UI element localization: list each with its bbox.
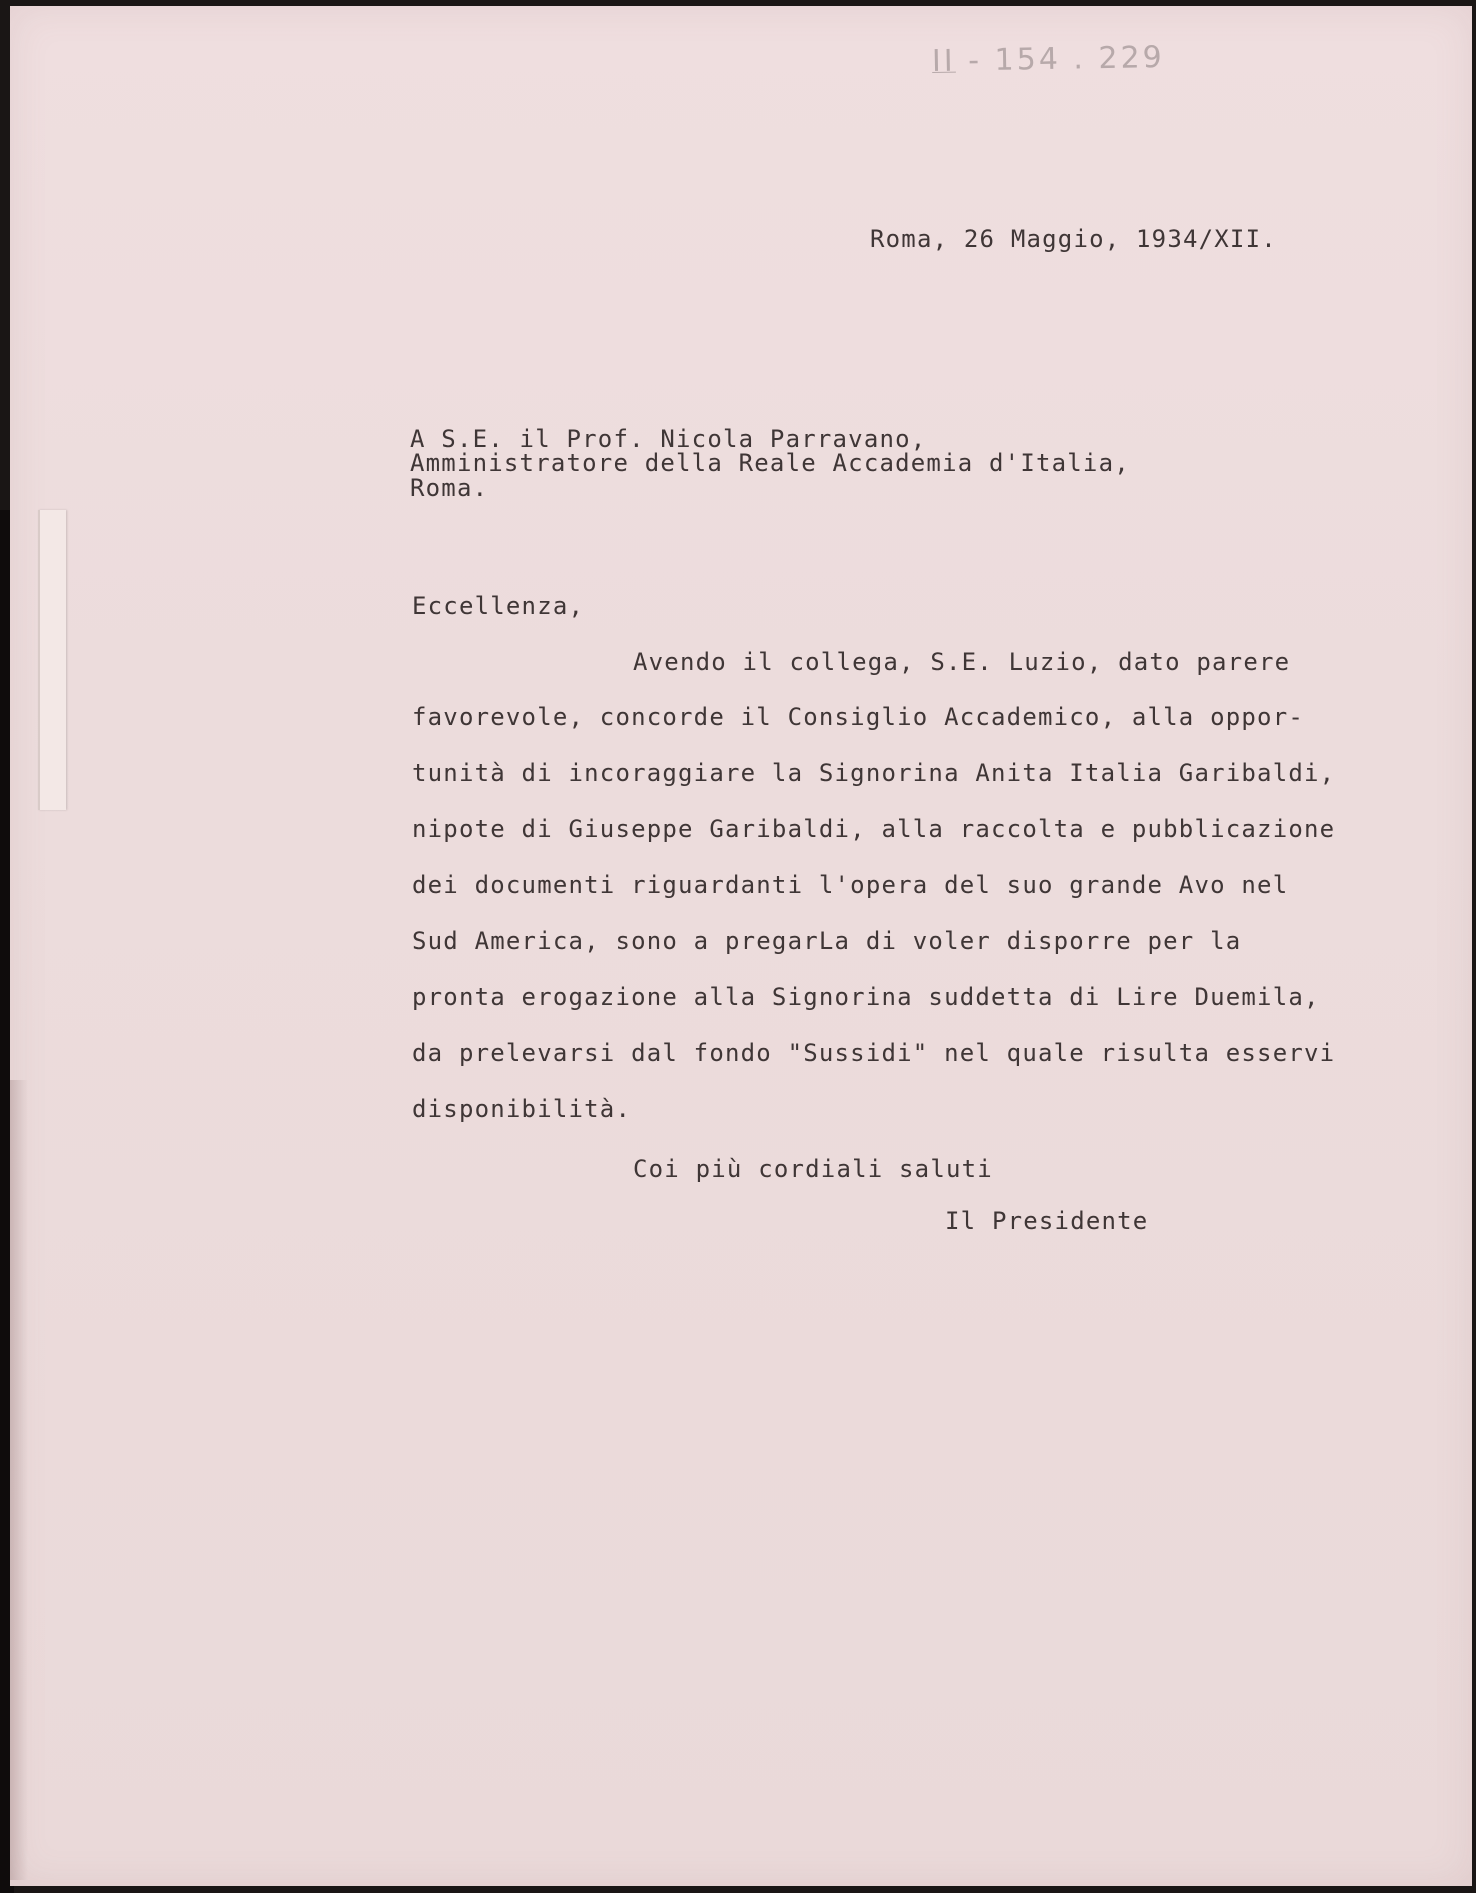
salutation: Eccellenza, bbox=[412, 592, 585, 620]
folded-paper-tab bbox=[38, 510, 66, 810]
date-line: Roma, 26 Maggio, 1934/XII. bbox=[870, 225, 1277, 253]
body-line: tunità di incoraggiare la Signorina Anita Italia Garibaldi, bbox=[412, 759, 1336, 787]
archive-number bbox=[932, 40, 1165, 79]
archive-number-roman: II bbox=[931, 43, 957, 80]
body-line: disponibilità. bbox=[412, 1095, 632, 1123]
body-line: Avendo il collega, S.E. Luzio, dato parere bbox=[633, 648, 1291, 676]
body-line: pronta erogazione alla Signorina suddetta di Lire Duemila, bbox=[412, 983, 1320, 1011]
body-line: dei documenti riguardanti l'opera del suo grande Avo nel bbox=[412, 871, 1289, 899]
body-line: da prelevarsi dal fondo "Sussidi" nel quale risulta esservi bbox=[412, 1039, 1336, 1067]
address-line-1: A S.E. il Prof. Nicola Parravano, bbox=[410, 425, 927, 453]
address-line-3: Roma. bbox=[410, 474, 489, 502]
body-line: Sud America, sono a pregarLa di voler disporre per la bbox=[412, 927, 1242, 955]
address-line-2: Amministratore della Reale Accademia d'Italia, bbox=[410, 449, 1130, 477]
closing: Coi più cordiali saluti bbox=[633, 1155, 993, 1183]
paper-edge-shadow bbox=[10, 1080, 28, 1880]
body-line: nipote di Giuseppe Garibaldi, alla raccolta e pubblicazione bbox=[412, 815, 1336, 843]
archive-number-digits: - 154 . 229 bbox=[955, 39, 1166, 79]
signature-title: Il Presidente bbox=[945, 1207, 1149, 1235]
body-line: favorevole, concorde il Consiglio Accademico, alla oppor- bbox=[412, 703, 1305, 731]
